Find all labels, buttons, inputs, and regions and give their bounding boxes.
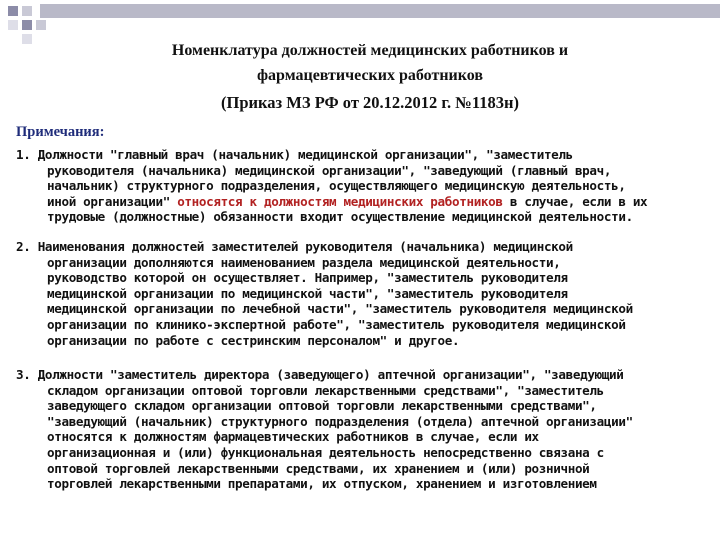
- note-text: Наименования должностей заместителей руководителя (начальника) медицинской: [37, 239, 573, 254]
- title-line-2: фармацевтических работников: [256, 67, 484, 84]
- title-line-3: (Приказ МЗ РФ от 20.12.2012 г. №1183н): [221, 93, 519, 112]
- note-item-1: [16, 147, 706, 225]
- note-row: [16, 147, 706, 163]
- note-row: организационная и (или) функциональная деятельность непосредственно связана с: [47, 444, 604, 460]
- note-row: торговлей лекарственными препаратами, их отпуском, хранением и изготовлением: [47, 476, 597, 492]
- note-text: иной организации": [47, 193, 178, 209]
- note-row: заведующего складом организации оптовой торговли лекарственными средствами",: [47, 398, 597, 414]
- note-row: "заведующий (начальник) структурного подразделения (отдела) аптечной организации": [47, 413, 633, 429]
- note-row: руководителя (начальника) медицинской организации", "заведующий (главный врач,: [47, 162, 612, 178]
- note-text: в случае, если в их: [502, 193, 648, 209]
- note-text: Должности "главный врач (начальник) медицинской организации", "заместитель: [37, 147, 573, 162]
- notes-label: Примечания:: [16, 124, 105, 140]
- page-title: [100, 38, 640, 115]
- note-row: начальник) структурного подразделения, осуществляющего медицинскую деятельность,: [47, 178, 626, 194]
- note-row: организации по работе с сестринским персоналом" и другое.: [47, 332, 460, 348]
- note-row: складом организации оптовой торговли лекарственными средствами", "заместитель: [47, 382, 604, 398]
- note-text: Должности "заместитель директора (заведующего) аптечной организации", "заведующий: [37, 367, 624, 382]
- note-row: трудовые (должностные) обязанности входит осуществление медицинской деятельности.: [47, 209, 633, 225]
- note-item-2: [16, 239, 706, 348]
- note-item-3: [16, 367, 706, 492]
- note-row: [16, 367, 706, 383]
- note-number: 1.: [16, 147, 31, 162]
- header-bar: [40, 4, 720, 18]
- note-row: медицинской организации по лечебной части", "заместитель руководителя медицинской: [47, 301, 633, 317]
- title-line-1: Номенклатура должностей медицинских работников и: [171, 42, 569, 59]
- note-row: [16, 194, 706, 210]
- note-row: организации по клинико-экспертной работе", "заместитель руководителя медицинской: [47, 316, 626, 332]
- note-row: [16, 239, 706, 255]
- note-row: руководство которой он осуществляет. Например, "заместитель руководителя: [47, 270, 568, 286]
- note-row: медицинской организации по медицинской части", "заместитель руководителя: [47, 285, 568, 301]
- note-number: 2.: [16, 239, 31, 254]
- note-number: 3.: [16, 367, 31, 382]
- note-row: организации дополняются наименованием раздела медицинской деятельности,: [47, 254, 561, 270]
- note-row: оптовой торговлей лекарственными средствами, их хранением и (или) розничной: [47, 460, 590, 476]
- highlighted-text: относятся к должностям медицинских работников: [177, 193, 503, 209]
- note-row: относятся к должностям фармацевтических работников в случае, если их: [47, 429, 539, 445]
